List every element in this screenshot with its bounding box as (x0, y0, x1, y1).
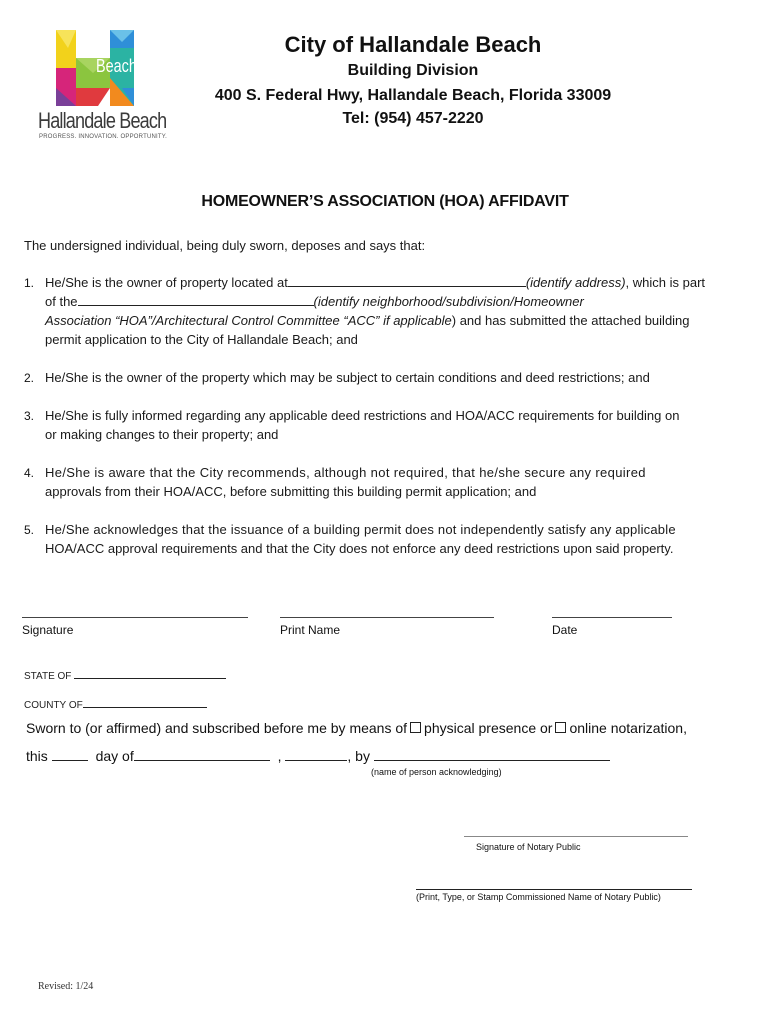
item-1 (45, 273, 745, 349)
state-label: STATE OF (24, 671, 72, 682)
header-title: City of Hallandale Beach (284, 32, 542, 57)
date-line-row (26, 748, 610, 764)
sworn-text: Sworn to (or affirmed) and subscribed before me by means of (26, 720, 408, 736)
sworn-statement (26, 720, 687, 736)
month-field[interactable] (134, 749, 270, 761)
header-division: Building Division (347, 62, 479, 79)
logo-tagline: PROGRESS. INNOVATION. OPPORTUNITY. (39, 134, 168, 140)
item-4-line-1: He/She is aware that the City recommends, although not required, that he/she secure any required (45, 465, 646, 480)
by-label: , by (347, 748, 370, 764)
date-label: Date (552, 623, 578, 637)
year-field[interactable] (285, 749, 347, 761)
item-3-number: 3. (24, 409, 35, 423)
print-name-line[interactable] (280, 617, 494, 618)
county-label: COUNTY OF (24, 700, 83, 711)
notary-signature-label: Signature of Notary Public (476, 842, 581, 852)
county-field[interactable] (83, 698, 207, 708)
item-3-line-2: or making changes to their property; and (45, 427, 279, 442)
logo-beach-text: Beach (96, 56, 137, 76)
header-tel: Tel: (954) 457-2220 (342, 110, 484, 127)
signature-label: Signature (22, 623, 74, 637)
day-of-label: day of (95, 748, 134, 764)
item-4-line-2: approvals from their HOA/ACC, before submitting this building permit application; and (45, 484, 537, 499)
online-notarization-label: online notarization, (569, 720, 687, 736)
item-1-neighborhood-hint: (identify neighborhood/subdivision/Homeowner (313, 294, 584, 309)
signature-line[interactable] (22, 617, 248, 618)
neighborhood-field[interactable] (78, 293, 314, 306)
online-notarization-checkbox[interactable] (555, 722, 566, 733)
item-5 (45, 520, 745, 558)
item-1-address-hint: (identify address) (525, 275, 626, 290)
item-3-line-1: He/She is fully informed regarding any applicable deed restrictions and HOA/ACC requirements for building on (45, 408, 680, 423)
physical-presence-label: physical presence or (424, 720, 553, 736)
document-title: HOMEOWNER’S ASSOCIATION (HOA) AFFIDAVIT (201, 193, 569, 210)
name-note: (name of person acknowledging) (371, 767, 502, 777)
item-5-line-1: He/She acknowledges that the issuance of a building permit does not independently satisfy any applicable (45, 522, 676, 537)
physical-presence-checkbox[interactable] (410, 722, 421, 733)
acknowledger-name-field[interactable] (374, 749, 610, 761)
item-2: He/She is the owner of the property which may be subject to certain conditions and deed restrictions; and (45, 370, 650, 385)
item-3 (45, 406, 745, 444)
item-1-number: 1. (24, 276, 35, 290)
state-field[interactable] (74, 669, 226, 679)
print-name-label: Print Name (280, 623, 341, 637)
item-1-text: He/She is the owner of property located at (45, 275, 288, 290)
item-1-last-line: permit application to the City of Hallandale Beach; and (45, 332, 358, 347)
notary-print-line[interactable] (416, 889, 692, 890)
notary-signature-line[interactable] (464, 836, 688, 837)
logo-wordmark: Hallandale Beach (38, 108, 167, 133)
item-4 (45, 463, 745, 501)
item-1-text-tail: , which is part (625, 275, 706, 290)
day-field[interactable] (52, 749, 88, 761)
item-1-of-the: of the (45, 294, 78, 309)
item-4-number: 4. (24, 466, 35, 480)
comma-text: , (277, 748, 282, 764)
revised-date: Revised: 1/24 (38, 981, 94, 992)
item-5-line-2: HOA/ACC approval requirements and that the City does not enforce any deed restrictions upon said property. (45, 541, 674, 556)
item-5-number: 5. (24, 523, 35, 537)
address-field[interactable] (288, 274, 526, 287)
date-line[interactable] (552, 617, 672, 618)
item-1-association-hint: Association “HOA”/Architectural Control Committee “ACC” if applicable (45, 313, 452, 328)
state-row (24, 669, 226, 682)
notary-print-label: (Print, Type, or Stamp Commissioned Name of Notary Public) (416, 892, 661, 902)
county-row (24, 698, 207, 711)
item-2-number: 2. (24, 371, 35, 385)
intro-text: The undersigned individual, being duly sworn, deposes and says that: (24, 238, 426, 253)
this-label: this (26, 748, 48, 764)
item-1-submitted-text: ) and has submitted the attached building (451, 313, 690, 328)
header-address: 400 S. Federal Hwy, Hallandale Beach, Florida 33009 (214, 87, 612, 104)
